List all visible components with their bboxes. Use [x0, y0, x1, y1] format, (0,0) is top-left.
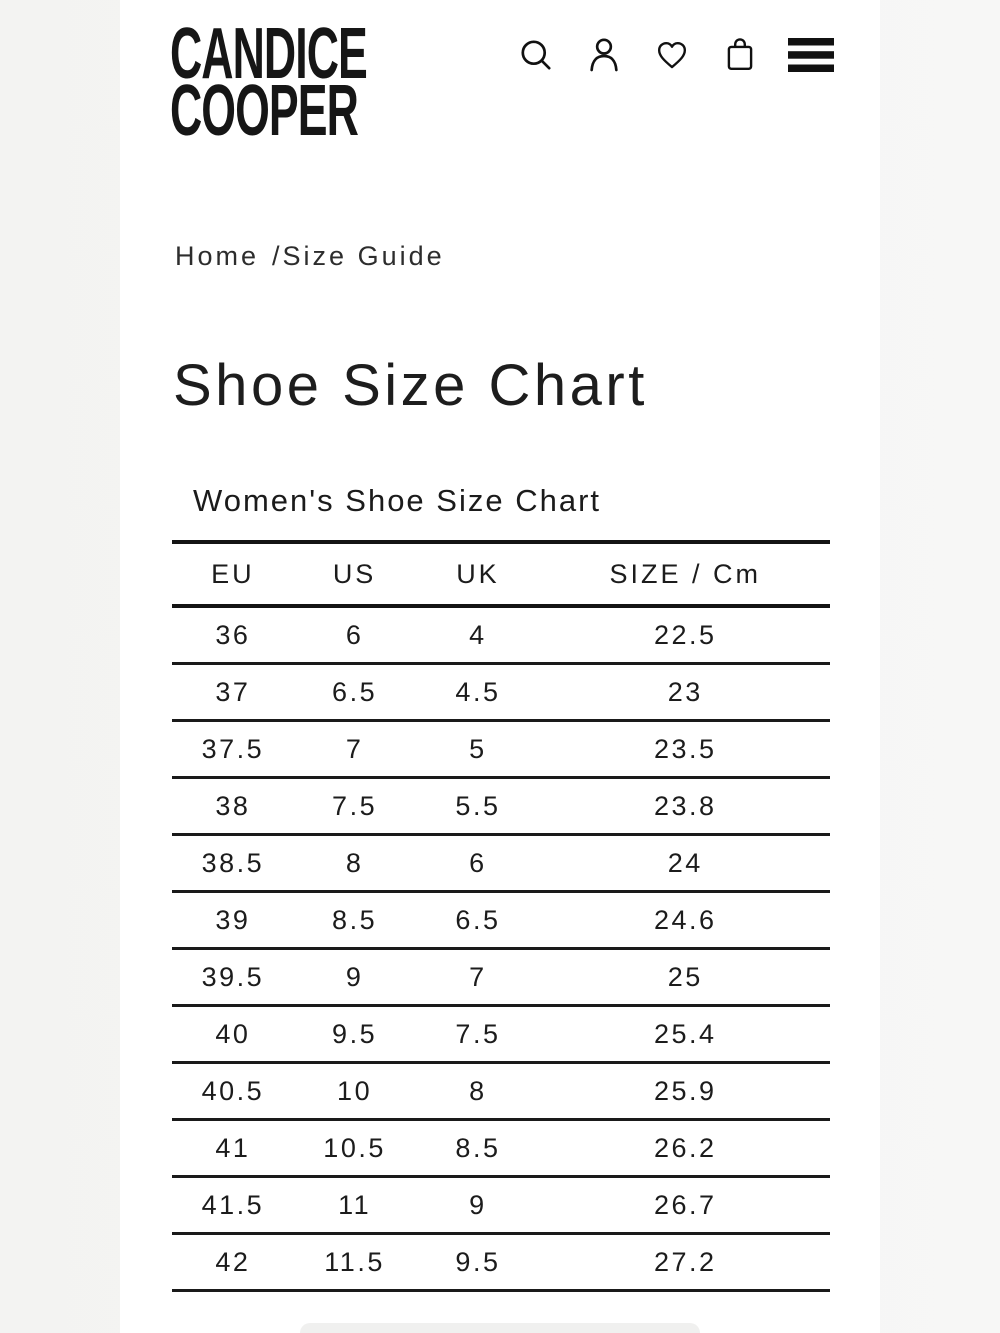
column-header-eu: EU	[172, 542, 294, 606]
size-cell: 36	[172, 606, 294, 664]
size-cell: 37.5	[172, 721, 294, 778]
size-cell: 24.6	[540, 892, 830, 949]
table-row	[172, 1234, 830, 1291]
header-row	[172, 542, 830, 606]
size-cell: 10.5	[294, 1120, 416, 1177]
size-cell: 5	[415, 721, 540, 778]
size-cell: 9	[415, 1177, 540, 1234]
size-cell: 25.9	[540, 1063, 830, 1120]
search-icon[interactable]	[516, 34, 556, 76]
table-row	[172, 1177, 830, 1234]
size-cell: 27.2	[540, 1234, 830, 1291]
size-table-header	[172, 542, 830, 606]
size-cell: 37	[172, 664, 294, 721]
shopping-bag-icon[interactable]	[720, 34, 760, 76]
size-cell: 41	[172, 1120, 294, 1177]
size-chart-title: Women's Shoe Size Chart	[193, 483, 602, 518]
size-cell: 26.7	[540, 1177, 830, 1234]
size-cell: 5.5	[415, 778, 540, 835]
size-table-body	[172, 606, 830, 1291]
size-cell: 8.5	[415, 1120, 540, 1177]
menu-icon[interactable]	[788, 34, 834, 76]
size-cell: 23.5	[540, 721, 830, 778]
table-row	[172, 892, 830, 949]
table-row	[172, 1063, 830, 1120]
size-cell: 41.5	[172, 1177, 294, 1234]
breadcrumb-separator: /	[272, 241, 283, 271]
size-cell: 7	[415, 949, 540, 1006]
column-header-uk: UK	[415, 542, 540, 606]
size-cell: 26.2	[540, 1120, 830, 1177]
next-section-hint	[300, 1323, 700, 1333]
brand-logo-line1: CANDICE	[170, 14, 367, 94]
size-cell: 6.5	[294, 664, 416, 721]
size-cell: 23.8	[540, 778, 830, 835]
size-cell: 40.5	[172, 1063, 294, 1120]
size-cell: 40	[172, 1006, 294, 1063]
size-cell: 8.5	[294, 892, 416, 949]
size-cell: 7.5	[294, 778, 416, 835]
size-cell: 6	[415, 835, 540, 892]
size-cell: 38	[172, 778, 294, 835]
size-cell: 7.5	[415, 1006, 540, 1063]
size-cell: 10	[294, 1063, 416, 1120]
size-cell: 11	[294, 1177, 416, 1234]
column-header-size-cm: SIZE / Cm	[540, 542, 830, 606]
table-row	[172, 606, 830, 664]
content-area	[120, 0, 880, 1333]
size-cell: 8	[294, 835, 416, 892]
breadcrumb	[175, 241, 445, 272]
size-cell: 9	[294, 949, 416, 1006]
size-cell: 39.5	[172, 949, 294, 1006]
size-cell: 23	[540, 664, 830, 721]
account-icon[interactable]	[584, 34, 624, 76]
size-table	[172, 540, 830, 1292]
size-cell: 38.5	[172, 835, 294, 892]
brand-logo[interactable]	[170, 14, 367, 151]
size-cell: 6.5	[415, 892, 540, 949]
brand-logo-line2: COOPER	[170, 71, 358, 151]
size-cell: 9.5	[415, 1234, 540, 1291]
table-row	[172, 778, 830, 835]
wishlist-heart-icon[interactable]	[652, 34, 692, 76]
header-icon-bar	[516, 34, 834, 76]
breadcrumb-home-link[interactable]: Home	[175, 241, 260, 271]
table-row	[172, 949, 830, 1006]
table-row	[172, 664, 830, 721]
size-cell: 7	[294, 721, 416, 778]
size-cell: 9.5	[294, 1006, 416, 1063]
column-header-us: US	[294, 542, 416, 606]
page-title: Shoe Size Chart	[173, 353, 648, 418]
size-cell: 11.5	[294, 1234, 416, 1291]
size-cell: 22.5	[540, 606, 830, 664]
size-cell: 8	[415, 1063, 540, 1120]
size-cell: 4.5	[415, 664, 540, 721]
table-row	[172, 1120, 830, 1177]
size-cell: 42	[172, 1234, 294, 1291]
table-row	[172, 1006, 830, 1063]
size-cell: 24	[540, 835, 830, 892]
size-cell: 25.4	[540, 1006, 830, 1063]
size-cell: 6	[294, 606, 416, 664]
size-cell: 39	[172, 892, 294, 949]
size-cell: 4	[415, 606, 540, 664]
breadcrumb-current: Size Guide	[282, 241, 445, 271]
table-row	[172, 721, 830, 778]
table-row	[172, 835, 830, 892]
size-cell: 25	[540, 949, 830, 1006]
